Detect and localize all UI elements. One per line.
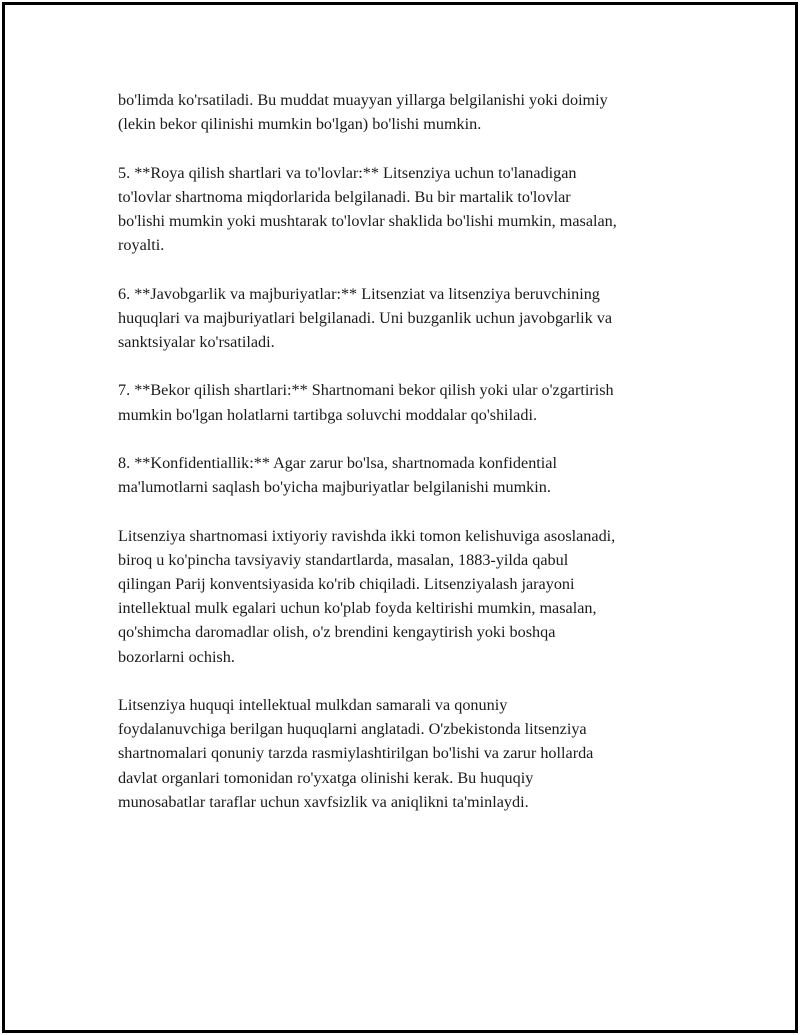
- paragraph-licensing-overview: [118, 524, 693, 669]
- text-line: royalti.: [118, 236, 165, 255]
- text-line: ma'lumotlarni saqlash bo'yicha majburiyatlar belgilanishi mumkin.: [118, 478, 551, 497]
- paragraph-license-right: [118, 693, 693, 814]
- paragraph-item-8: [118, 451, 693, 499]
- paragraph-continuation: [118, 88, 693, 136]
- text-line: to'lovlar shartnoma miqdorlarida belgilanadi. Bu bir martalik to'lovlar: [118, 187, 571, 206]
- text-line: Litsenziya huquqi intellektual mulkdan samarali va qonuniy: [118, 695, 508, 714]
- text-line: shartnomalari qonuniy tarzda rasmiylashtirilgan bo'lishi va zarur hollarda: [118, 744, 594, 763]
- text-line: munosabatlar taraflar uchun xavfsizlik va aniqlikni ta'minlaydi.: [118, 792, 529, 811]
- text-line: mumkin bo'lgan holatlarni tartibga soluvchi moddalar qo'shiladi.: [118, 405, 537, 424]
- text-line: 6. **Javobgarlik va majburiyatlar:** Litsenziat va litsenziya beruvchining: [118, 284, 600, 303]
- text-line: Litsenziya shartnomasi ixtiyoriy ravishda ikki tomon kelishuviga asoslanadi,: [118, 526, 616, 545]
- text-line: sanktsiyalar ko'rsatiladi.: [118, 333, 275, 351]
- text-line: 8. **Konfidentiallik:** Agar zarur bo'lsa, shartnomada konfidential: [118, 453, 557, 472]
- document-body: [118, 88, 693, 838]
- text-line: bo'lishi mumkin yoki mushtarak to'lovlar shaklida bo'lishi mumkin, masalan,: [118, 212, 617, 230]
- text-line: (lekin bekor qilinishi mumkin bo'lgan) bo'lishi mumkin.: [118, 115, 482, 134]
- text-line: 5. **Roya qilish shartlari va to'lovlar:** Litsenziya uchun to'lanadigan: [118, 163, 577, 182]
- text-line: davlat organlari tomonidan ro'yxatga olinishi kerak. Bu huquqiy: [118, 768, 534, 787]
- paragraph-item-5: [118, 161, 693, 258]
- text-line: bo'limda ko'rsatiladi. Bu muddat muayyan yillarga belgilanishi yoki doimiy: [118, 91, 608, 109]
- text-line: intellektual mulk egalari uchun ko'plab foyda keltirishi mumkin, masalan,: [118, 599, 597, 618]
- text-line: bozorlarni ochish.: [118, 647, 235, 666]
- text-line: 7. **Bekor qilish shartlari:** Shartnomani bekor qilish yoki ular o'zgartirish: [118, 381, 614, 400]
- text-line: foydalanuvchiga berilgan huquqlarni anglatadi. O'zbekistonda litsenziya: [118, 720, 587, 739]
- text-line: qilingan Parij konventsiyasida ko'rib chiqiladi. Litsenziyalash jarayoni: [118, 574, 575, 593]
- text-line: huquqlari va majburiyatlari belgilanadi. Uni buzganlik uchun javobgarlik va: [118, 308, 613, 327]
- paragraph-item-7: [118, 378, 693, 426]
- text-line: qo'shimcha daromadlar olish, o'z brendini kengaytirish yoki boshqa: [118, 623, 556, 642]
- text-line: biroq u ko'pincha tavsiyaviy standartlarda, masalan, 1883-yilda qabul: [118, 550, 569, 569]
- paragraph-item-6: [118, 282, 693, 355]
